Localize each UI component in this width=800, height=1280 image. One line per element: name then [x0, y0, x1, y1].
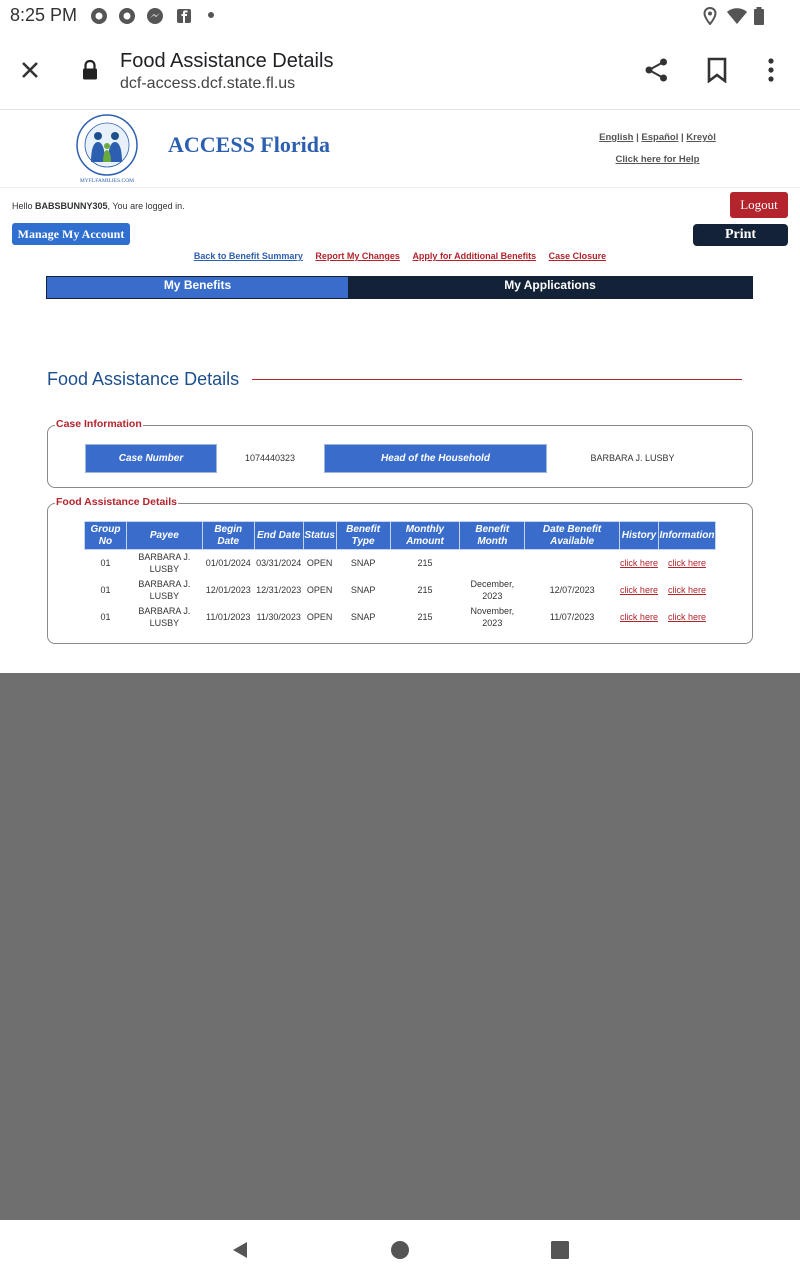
- apply-benefits-link[interactable]: Apply for Additional Benefits: [412, 251, 537, 261]
- status-bar: [0, 0, 800, 32]
- location-icon: [701, 7, 719, 25]
- lang-english[interactable]: English: [599, 132, 634, 143]
- information-link[interactable]: click here: [667, 612, 706, 622]
- language-links: English | Español | Kreyòl: [599, 132, 716, 143]
- table-header-row: [85, 522, 716, 550]
- recents-icon[interactable]: [551, 1241, 569, 1259]
- battery-icon: [753, 7, 765, 25]
- share-icon[interactable]: [644, 57, 670, 83]
- android-nav-bar: [0, 1220, 800, 1280]
- fa-details-table: [84, 521, 716, 631]
- back-to-summary-link[interactable]: Back to Benefit Summary: [193, 251, 303, 261]
- browser-toolbar: [0, 32, 800, 110]
- col-begin-date: Begin Date: [202, 522, 254, 550]
- col-benefit-month: Benefit Month: [460, 522, 525, 550]
- print-button[interactable]: Print: [693, 224, 788, 246]
- lang-espanol[interactable]: Español: [641, 132, 679, 143]
- head-of-household-value: BARBARA J. LUSBY: [590, 453, 675, 463]
- table-row: 01 BARBARA J. LUSBY 11/01/2023 11/30/2023 OPEN SNAP 215 November, 2023 11/07/2023 click here click here: [100, 606, 706, 628]
- chrome-icon: [118, 7, 136, 25]
- tab-my-applications[interactable]: My Applications: [504, 278, 596, 292]
- browser-url[interactable]: dcf-access.dcf.state.fl.us: [120, 75, 296, 92]
- messenger-icon: [146, 7, 164, 25]
- back-icon[interactable]: [230, 1240, 250, 1260]
- site-name[interactable]: ACCESS Florida: [168, 132, 330, 157]
- lang-kreyol[interactable]: Kreyòl: [686, 132, 716, 143]
- col-history: History: [619, 522, 658, 550]
- chrome-icon: [90, 7, 108, 25]
- col-end-date: End Date: [254, 522, 303, 550]
- case-info-legend: Case Information: [56, 418, 142, 430]
- page-nav-links: [0, 251, 800, 261]
- status-time: 8:25 PM: [10, 5, 78, 25]
- table-row: 01 BARBARA J. LUSBY 12/01/2023 12/31/2023 OPEN SNAP 215 December, 2023 12/07/2023 click here click here: [100, 579, 706, 601]
- information-link[interactable]: click here: [667, 585, 706, 595]
- home-icon[interactable]: [390, 1240, 410, 1260]
- history-link[interactable]: click here: [619, 612, 658, 622]
- history-link[interactable]: click here: [619, 558, 658, 569]
- title-divider: [252, 379, 742, 380]
- col-status: Status: [303, 522, 336, 550]
- dcf-logo[interactable]: [72, 112, 142, 184]
- report-changes-link[interactable]: Report My Changes: [315, 251, 400, 261]
- svg-text:MYFLFAMILIES.COM: MYFLFAMILIES.COM: [79, 178, 135, 184]
- col-benefit-type: Benefit Type: [336, 522, 390, 550]
- case-number-value: 1074440323: [244, 453, 296, 463]
- more-menu-icon[interactable]: [766, 58, 776, 82]
- page-blank-area: [0, 673, 800, 1220]
- case-number-label: Case Number: [85, 444, 217, 473]
- tab-bar: [46, 276, 753, 299]
- help-link[interactable]: Click here for Help: [615, 154, 700, 165]
- facebook-icon: [175, 7, 193, 25]
- col-date-available: Date Benefit Available: [525, 522, 620, 550]
- logout-button[interactable]: Logout: [730, 192, 788, 218]
- table-row: 01 BARBARA J. LUSBY 01/01/2024 03/31/2024 OPEN SNAP 215 click here click here: [100, 552, 706, 575]
- history-link[interactable]: click here: [619, 585, 658, 595]
- tab-my-benefits[interactable]: My Benefits: [47, 277, 348, 298]
- col-monthly-amount: Monthly Amount: [390, 522, 460, 550]
- manage-account-button[interactable]: Manage My Account: [12, 223, 130, 245]
- fa-details-legend: Food Assistance Details: [56, 496, 177, 508]
- bookmark-icon[interactable]: [706, 57, 728, 83]
- col-group-no: Group No: [85, 522, 127, 550]
- login-greeting: Hello BABSBUNNY305, You are logged in.: [12, 201, 185, 211]
- page-title: Food Assistance Details: [47, 369, 240, 389]
- case-closure-link[interactable]: Case Closure: [548, 251, 607, 261]
- username: BABSBUNNY305: [35, 201, 108, 211]
- col-payee: Payee: [126, 522, 202, 550]
- close-icon[interactable]: [20, 60, 40, 80]
- notification-dot-icon: [208, 12, 214, 18]
- head-of-household-label: Head of the Household: [324, 444, 547, 473]
- browser-page-title: Food Assistance Details: [120, 50, 334, 72]
- col-information: Information: [658, 522, 715, 550]
- information-link[interactable]: click here: [667, 558, 706, 569]
- lock-icon: [81, 59, 99, 81]
- wifi-icon: [727, 7, 747, 25]
